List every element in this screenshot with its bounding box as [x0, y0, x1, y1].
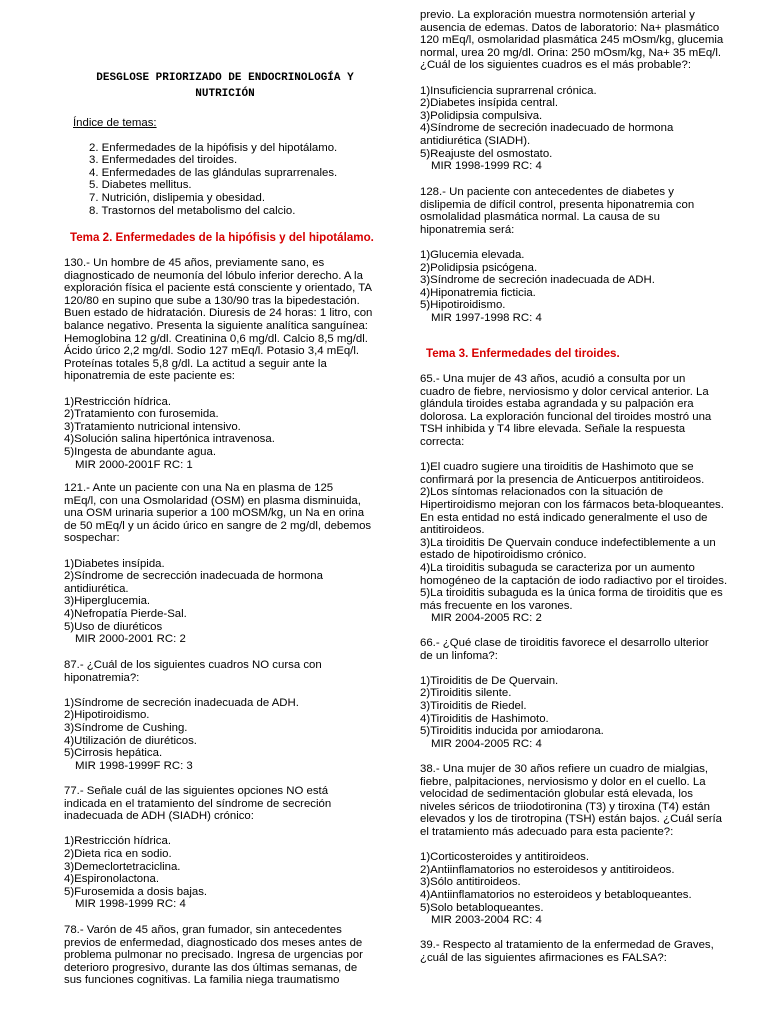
- answer-option: 3)Síndrome de secreción inadecuada de ADH.: [420, 274, 655, 287]
- answer-option: 5)Uso de diuréticos: [64, 620, 163, 633]
- question-text-line: TSH inhibida y T4 libre elevada. Señale la respuesta: [420, 423, 686, 436]
- question-text-line: sus funciones cognitivas. La familia niega traumatismo: [64, 974, 340, 987]
- document-title: [48, 70, 402, 102]
- question-text-line: niveles séricos de triiodotironina (T3) y tiroxina (T4) están: [420, 800, 710, 813]
- answer-option: 3)Demeclortetraciclina.: [64, 860, 181, 873]
- title-line-1: DESGLOSE PRIORIZADO DE ENDOCRINOLOGÍA Y: [96, 72, 354, 84]
- question-text-line: Hemoglobina 12 g/dl. Creatinina 0,6 mg/dl. Calcio 8,5 mg/dl.: [64, 332, 368, 345]
- answer-option: 3)Síndrome de Cushing.: [64, 721, 188, 734]
- exam-reference: MIR 2000-2001 RC: 2: [75, 633, 186, 646]
- section-heading-tema-2: Tema 2. Enfermedades de la hipófisis y del hipotálamo.: [70, 231, 374, 244]
- answer-option: 2)Dieta rica en sodio.: [64, 847, 172, 860]
- answer-option: 2)Tiroiditis silente.: [420, 687, 512, 700]
- answer-option: 5)Furosemida a dosis bajas.: [64, 885, 208, 898]
- question-text-line: diagnosticado de neumonía del lóbulo inferior derecho. A la: [64, 269, 363, 282]
- section-heading-tema-3: Tema 3. Enfermedades del tiroides.: [426, 347, 620, 360]
- answer-option: 4)La tiroiditis subaguda se caracteriza por un aumento: [420, 561, 695, 574]
- answer-option: 3)Polidipsia compulsiva.: [420, 109, 543, 122]
- exam-reference: MIR 2000-2001F RC: 1: [75, 458, 193, 471]
- question-text-line: 120/80 en supino que sube a 130/90 tras la bipedestación.: [64, 294, 360, 307]
- answer-option: 1)El cuadro sugiere una tiroiditis de Hashimoto que se: [420, 461, 694, 474]
- answer-option: 5)Hipotiroidismo.: [420, 299, 506, 312]
- answer-option: 2)Diabetes insípida central.: [420, 97, 559, 110]
- question-text-line: problema pulmonar no precisado. Ingresa de urgencias por: [64, 949, 363, 962]
- question-78: [64, 924, 382, 987]
- question-text-line: 65.- Una mujer de 43 años, acudió a consulta por un: [420, 373, 686, 385]
- answer-option: 3)La tiroiditis De Quervain conduce indefectiblemente a un: [420, 536, 716, 549]
- answer-option: 4)Hiponatremia ficticia.: [420, 286, 536, 299]
- answer-option: 5)Ingesta de abundante agua.: [64, 445, 217, 458]
- question-text-line: 66.- ¿Qué clase de tiroiditis favorece el desarrollo ulterior: [420, 637, 709, 649]
- answer-option: 1)Diabetes insípida.: [64, 557, 165, 570]
- answer-option: 1)Restricción hídrica.: [64, 835, 171, 848]
- exam-reference: MIR 1998-1999 RC: 4: [75, 898, 186, 911]
- question-128: [420, 186, 740, 325]
- question-text-line: ¿Cuál de los siguientes cuadros es el más probable?:: [420, 59, 691, 72]
- question-text-line: elevados y los de tirotropina (TSH) están bajos. ¿Cuál sería: [420, 813, 722, 826]
- question-39: [420, 939, 740, 964]
- question-text-line: 39.- Respecto al tratamiento de la enfermedad de Graves,: [420, 939, 714, 951]
- answer-option: 4)Antiinflamatorios no esteroideos y betabloqueantes.: [420, 888, 692, 901]
- question-text-line: 128.- Un paciente con antecedentes de diabetes y: [420, 186, 674, 198]
- exam-reference: MIR 2004-2005 RC: 2: [431, 612, 542, 625]
- answer-option: 4)Tiroiditis de Hashimoto.: [420, 712, 549, 725]
- exam-reference: MIR 1998-1999 RC: 4: [431, 160, 542, 173]
- answer-option: 3)Tratamiento nutricional intensivo.: [64, 420, 241, 433]
- question-text-line: de un linfoma?:: [420, 649, 498, 662]
- answer-option: 2)Tratamiento con furosemida.: [64, 408, 219, 421]
- answer-option: confirmará por la presencia de Anticuerpos antitiroideos.: [420, 473, 705, 486]
- question-text-line: 87.- ¿Cuál de los siguientes cuadros NO cursa con: [64, 659, 322, 671]
- question-text-line: Proteínas totales 5,8 g/dl. La actitud a seguir ante la: [64, 357, 327, 370]
- question-text-line: 38.- Una mujer de 30 años refiere un cuadro de mialgias,: [420, 763, 709, 775]
- answer-option: 3)Sólo antitiroideos.: [420, 876, 521, 889]
- question-78-continued: [420, 9, 740, 173]
- answer-option: En esta entidad no está indicado generalmente el uso de: [420, 511, 708, 524]
- answer-option: 1)Restricción hídrica.: [64, 395, 171, 408]
- answer-option: más frecuente en los varones.: [420, 599, 573, 612]
- answer-option: homogéneo de la captación de iodo radiactivo por el tiroides.: [420, 574, 728, 587]
- index-item: 5. Diabetes mellitus.: [89, 179, 192, 192]
- question-text-line: de 50 mEq/l y un ácido úrico en sangre de 2 mg/dl, debemos: [64, 519, 372, 532]
- question-121: [64, 482, 382, 646]
- index-block: [64, 117, 382, 217]
- answer-option: 5)Solo betabloqueantes.: [420, 901, 544, 914]
- answer-option: 4)Espironolactona.: [64, 873, 159, 886]
- exam-reference: MIR 1997-1998 RC: 4: [431, 311, 542, 324]
- title-line-2: NUTRICIÓN: [195, 88, 255, 100]
- answer-option: 5)La tiroiditis subaguda es la única forma de tiroiditis que es: [420, 587, 723, 600]
- answer-option: 1)Tiroiditis de De Quervain.: [420, 674, 559, 687]
- answer-option: 3)Hiperglucemia.: [64, 595, 151, 608]
- index-item: 3. Enfermedades del tiroides.: [89, 154, 238, 167]
- index-title: Índice de temas:: [73, 117, 157, 129]
- question-text-line: el tratamiento más adecuado para esta paciente?:: [420, 825, 674, 838]
- answer-option: Hipertiroidismo mejoran con los fármacos beta-bloqueantes.: [420, 498, 724, 511]
- index-item: 7. Nutrición, dislipemia y obesidad.: [89, 191, 266, 204]
- question-66: [420, 637, 740, 750]
- question-text-line: cuadro de fiebre, nerviosismo y dolor cervical anterior. La: [420, 385, 709, 398]
- question-87: [64, 659, 382, 772]
- index-item: 2. Enfermedades de la hipófisis y del hipotálamo.: [89, 141, 338, 154]
- answer-option: 1)Glucemia elevada.: [420, 248, 525, 261]
- question-text-line: inadecuada de ADH (SIADH) crónico:: [64, 810, 254, 823]
- question-text-line: 130.- Un hombre de 45 años, previamente sano, es: [64, 257, 325, 269]
- index-list: [64, 142, 382, 218]
- question-text-line: fiebre, palpitaciones, nerviosismo y dolor en el cuello. La: [420, 775, 706, 788]
- answer-option: 5)Tiroiditis inducida por amiodarona.: [420, 725, 604, 738]
- answer-option: 1)Insuficiencia suprarrenal crónica.: [420, 84, 597, 97]
- question-text-line: 120 mEq/l, osmolaridad plasmática 245 mOsm/kg, glucemia: [420, 34, 724, 47]
- question-text-line: sospechar:: [64, 532, 120, 545]
- answer-option: estado de hipotiroidismo crónico.: [420, 549, 587, 562]
- answer-option: 2)Hipotiroidismo.: [64, 709, 150, 722]
- question-text-line: Buen estado de hidratación. Diuresis de 24 horas: 1 litro, con: [64, 307, 373, 320]
- question-text-line: hiponatremia de este paciente es:: [64, 370, 235, 383]
- question-text-line: balance negativo. Presenta la siguiente analítica sanguínea:: [64, 319, 368, 332]
- question-text-line: correcta:: [420, 435, 465, 448]
- question-65: [420, 373, 740, 625]
- answer-option: antitiroideos.: [420, 524, 485, 537]
- question-77: [64, 785, 382, 911]
- question-text-line: exploración física el paciente está consciente y orientado, TA: [64, 282, 372, 295]
- answer-option: 4)Utilización de diuréticos.: [64, 734, 197, 747]
- question-130: [64, 257, 382, 471]
- question-text-line: dislipemia de difícil control, presenta hiponatremia con: [420, 198, 695, 211]
- exam-reference: MIR 1998-1999F RC: 3: [75, 759, 193, 772]
- answer-option: 5)Cirrosis hepática.: [64, 747, 163, 760]
- question-text-line: deterioro progresivo, durante las dos últimas semanas, de: [64, 961, 358, 974]
- question-text-line: hiponatremia será:: [420, 223, 515, 236]
- question-text-line: velocidad de sedimentación globular está elevada, los: [420, 788, 693, 801]
- question-38: [420, 763, 740, 927]
- answer-option: 4)Solución salina hipertónica intravenosa.: [64, 433, 275, 446]
- exam-reference: MIR 2004-2005 RC: 4: [431, 737, 542, 750]
- question-text-line: osmolalidad plasmática normal. La causa de su: [420, 211, 660, 224]
- answer-option: 4)Nefropatía Pierde-Sal.: [64, 607, 187, 620]
- question-text-line: previos de enfermedad, diagnosticado dos meses antes de: [64, 936, 363, 949]
- question-text-line: hiponatremia?:: [64, 671, 140, 684]
- answer-option: 4)Síndrome de secreción inadecuado de hormona: [420, 122, 674, 135]
- answer-option: antidiurética.: [64, 582, 129, 595]
- question-text-line: una OSM urinaria superior a 100 mOSM/kg, un Na en orina: [64, 507, 365, 520]
- answer-option: antidiurética (SIADH).: [420, 134, 531, 147]
- answer-option: 2)Antiinflamatorios no esteroidesos y antitiroideos.: [420, 863, 675, 876]
- answer-option: 1)Síndrome de secreción inadecuada de ADH.: [64, 696, 299, 709]
- index-item: 8. Trastornos del metabolismo del calcio.: [89, 204, 296, 217]
- question-text-line: mEq/l, con una Osmolaridad (OSM) en plasma disminuida,: [64, 494, 361, 507]
- question-text-line: 121.- Ante un paciente con una Na en plasma de 125: [64, 482, 334, 494]
- answer-option: 5)Reajuste del osmostato.: [420, 147, 553, 160]
- index-item: 4. Enfermedades de las glándulas suprarrenales.: [89, 166, 338, 179]
- answer-option: 1)Corticosteroides y antitiroideos.: [420, 851, 590, 864]
- question-text-line: Ácido úrico 2,2 mg/dl. Sodio 127 mEq/l. Potasio 3,4 mEq/l.: [64, 345, 360, 358]
- exam-reference: MIR 2003-2004 RC: 4: [431, 914, 542, 927]
- question-text-line: previo. La exploración muestra normotensión arterial y: [420, 9, 695, 21]
- answer-option: 3)Tiroiditis de Riedel.: [420, 699, 527, 712]
- answer-option: 2)Síndrome de secrección inadecuada de hormona: [64, 570, 323, 583]
- question-text-line: 78.- Varón de 45 años, gran fumador, sin antecedentes: [64, 924, 342, 936]
- question-text-line: ausencia de edemas. Datos de laboratorio: Na+ plasmático: [420, 21, 720, 34]
- question-text-line: 77.- Señale cuál de las siguientes opciones NO está: [64, 785, 329, 797]
- question-text-line: glándula tiroides estaba agrandada y su palpación era: [420, 398, 694, 411]
- question-text-line: normal, urea 20 mg/dl. Orina: 250 mOsm/kg, Na+ 35 mEq/l.: [420, 46, 722, 59]
- answer-option: 2)Polidipsia psicógena.: [420, 261, 538, 274]
- question-text-line: dolorosa. La exploración funcional del tiroides mostró una: [420, 410, 712, 423]
- question-text-line: ¿cuál de las siguientes afirmaciones es FALSA?:: [420, 951, 667, 964]
- question-text-line: indicada en el tratamiento del síndrome de secreción: [64, 797, 332, 810]
- answer-option: 2)Los síntomas relacionados con la situación de: [420, 486, 664, 499]
